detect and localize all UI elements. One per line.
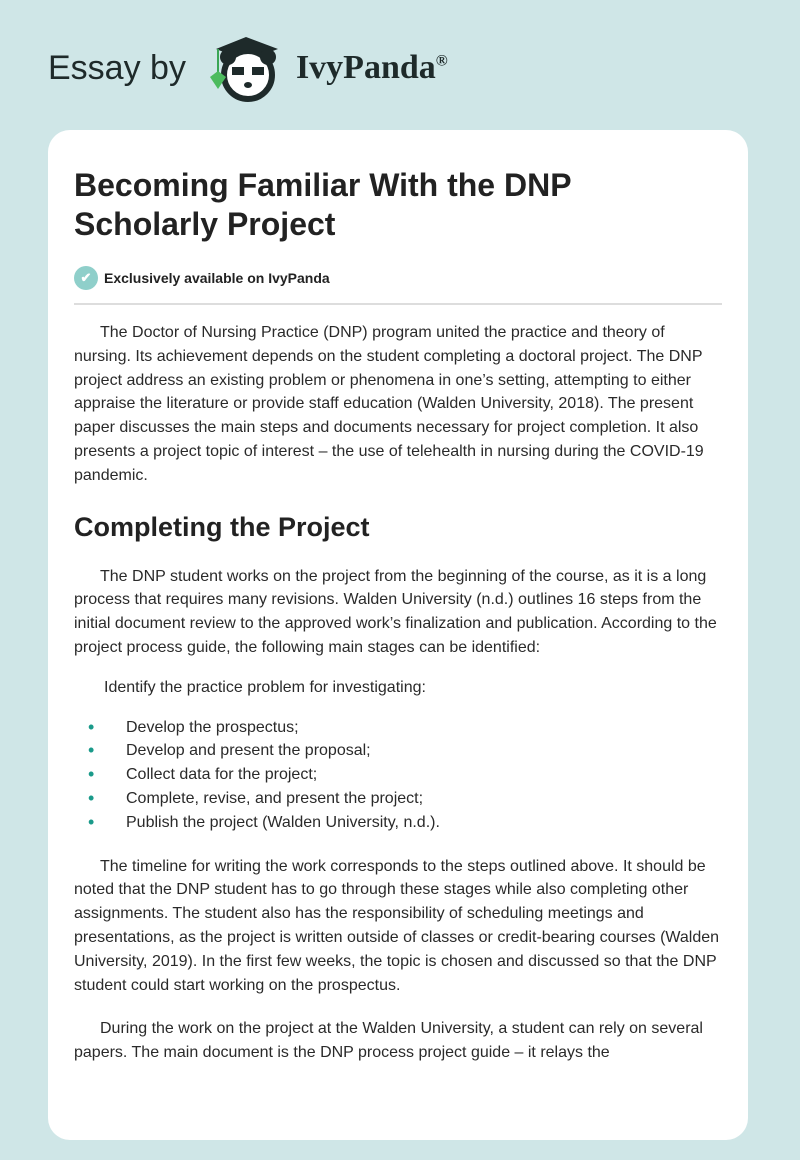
badge-label: Exclusively available on IvyPanda [104,270,330,286]
exclusive-badge [74,266,722,290]
divider [74,303,722,305]
paragraph: The timeline for writing the work corresponds to the steps outlined above. It should be noted that the DNP student has to go through these stages while also completing other assignments. The student also has the responsibility of scheduling meetings and presentations, as the project is written outside of classes or credit-bearing courses (Walden University, 2019). In the first few weeks, the topic is chosen and discussed so that the DNP student could start working on the prospectus. [74,857,720,994]
registered-mark: ® [435,52,448,70]
intro-paragraph: The Doctor of Nursing Practice (DNP) program united the practice and theory of nursing. Its achievement depends on the student completing a doctoral project. The DNP project address an existing problem or phenomena in one’s setting, attempting to either appraise the literature or provide staff education (Walden University, 2018). The present paper discusses the main steps and documents necessary for project completion. It also presents a project topic of interest – the use of telehealth in nursing during the COVID-19 pandemic. [74,324,704,484]
section-heading: Completing the Project [74,511,370,542]
article-title: Becoming Familiar With the DNP Scholarly Project [74,167,571,242]
brand-text: IvyPanda [295,49,436,86]
list-item: • Complete, revise, and present the project; [74,787,722,811]
list-item: • Develop and present the proposal; [74,739,722,763]
list-intro: Identify the practice problem for investigating: [104,678,426,696]
essay-by-label: Essay by [48,48,186,87]
paragraph: During the work on the project at the Walden University, a student can rely on several papers. The main document is the DNP process project guide – it relays the [74,1020,703,1062]
panda-logo-icon[interactable] [206,33,286,103]
check-icon: ✔ [74,266,98,290]
list-item: • Publish the project (Walden University, n.d.). [74,811,722,835]
site-header [48,28,448,108]
article-card [48,130,748,1140]
list-item: • Develop the prospectus; [74,716,722,740]
paragraph: The DNP student works on the project from the beginning of the course, as it is a long process that requires many revisions. Walden University (n.d.) outlines 16 steps from the initial document review to the approved work’s finalization and publication. According to the project process guide, the following main stages can be identified: [74,567,717,656]
stages-list [74,716,722,835]
list-item: • Collect data for the project; [74,763,722,787]
brand-name[interactable] [296,49,448,87]
